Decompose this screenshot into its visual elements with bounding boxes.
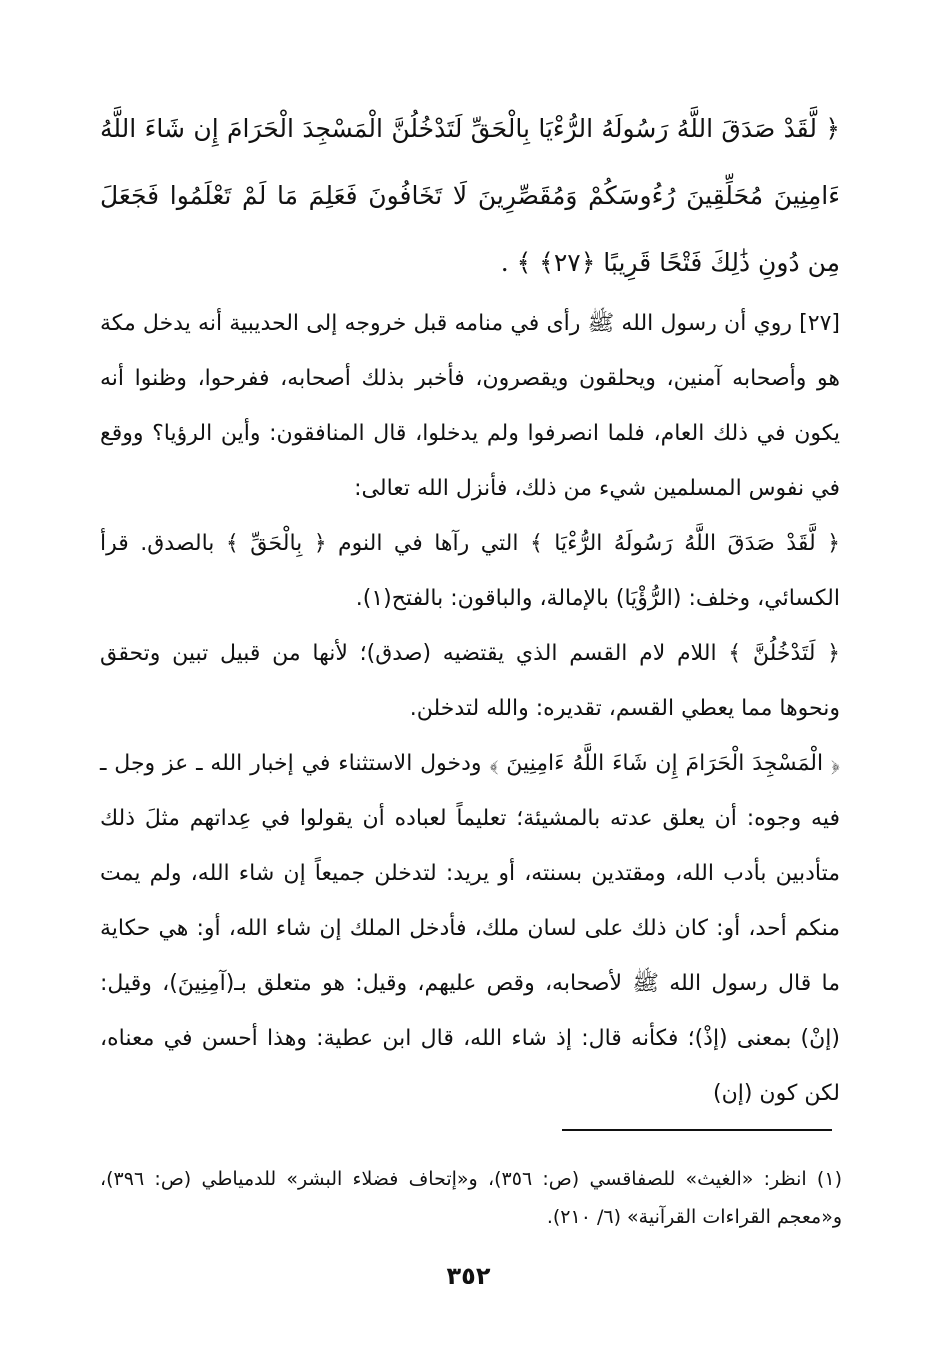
commentary-paragraph: ﴿ لَتَدْخُلُنَّ ﴾ اللام لام القسم الذي يقتضيه (صدق)؛ لأنها من قبيل تبين وتحقق ونحوها مما يعطي القسم، تقديره: والله لتدخلن.: [100, 641, 840, 721]
footnote-separator: [562, 1129, 832, 1131]
commentary-paragraph: ﴿ لَّقَدْ صَدَقَ اللَّهُ رَسُولَهُ الرُّءْيَا ﴾ التي رآها في النوم ﴿ بِالْحَقِّ ﴾ بالصدق. قرأ الكسائي، وخلف: (الرُّؤْيَا) بالإمالة، والباقون: بالفتح(١).: [100, 531, 840, 611]
page-body: [100, 95, 840, 1121]
commentary-paragraph: ﴿ الْمَسْجِدَ الْحَرَامَ إِن شَاءَ اللَّهُ ءَامِنِينَ ﴾ ودخول الاستثناء في إخبار الله ـ عز وجل ـ فيه وجوه: أن يعلق عدته بالمشيئة؛ تعليماً لعباده أن يقولوا في عِداتهم مثلَ ذلك متأدبين بأدب الله، ومقتدين بسنته، أو يريد: لتدخلن جميعاً إن شاء الله، ولم يمت منكم أحد، أو: كان ذلك على لسان ملك، فأدخل الملك إن شاء الله، أو: هي حكاية ما قال رسول الله ﷺ لأصحابه، وقص عليهم، وقيل: هو متعلق بـ(آمِنِينَ)، وقيل: (إنْ) بمعنى (إذْ)؛ فكأنه قال: إذ شاء الله، قال ابن عطية: وهذا أحسن في معناه، لكن كون (إن): [100, 751, 840, 1106]
commentary-paragraph: [٢٧] روي أن رسول الله ﷺ رأى في منامه قبل خروجه إلى الحديبية أنه يدخل مكة هو وأصحابه آمنين، ويحلقون ويقصرون، فأخبر بذلك أصحابه، ففرحوا، وظنوا أنه يكون في ذلك العام، فلما انصرفوا ولم يدخلوا، قال المنافقون: وأين الرؤيا؟ ووقع في نفوس المسلمين شيء من ذلك، فأنزل الله تعالى:: [100, 311, 840, 501]
page-number: ٣٥٢: [446, 1262, 491, 1290]
quran-verse: ﴿ لَّقَدْ صَدَقَ اللَّهُ رَسُولَهُ الرُّءْيَا بِالْحَقِّ لَتَدْخُلُنَّ الْمَسْجِدَ الْحَرَامَ إِن شَاءَ اللَّهُ ءَامِنِينَ مُحَلِّقِينَ رُءُوسَكُمْ وَمُقَصِّرِينَ لَا تَخَافُونَ فَعَلِمَ مَا لَمْ تَعْلَمُوا فَجَعَلَ مِن دُونِ ذَٰلِكَ فَتْحًا قَرِيبًا ﴿٢٧﴾ ﴾ .: [100, 114, 840, 277]
footnote: (١) انظر: «الغيث» للصفاقسي (ص: ٣٥٦)، و«إتحاف فضلاء البشر» للدمياطي (ص: ٣٩٦)، و«معجم القراءات القرآنية» (٦/ ٢١٠).: [100, 1168, 842, 1228]
